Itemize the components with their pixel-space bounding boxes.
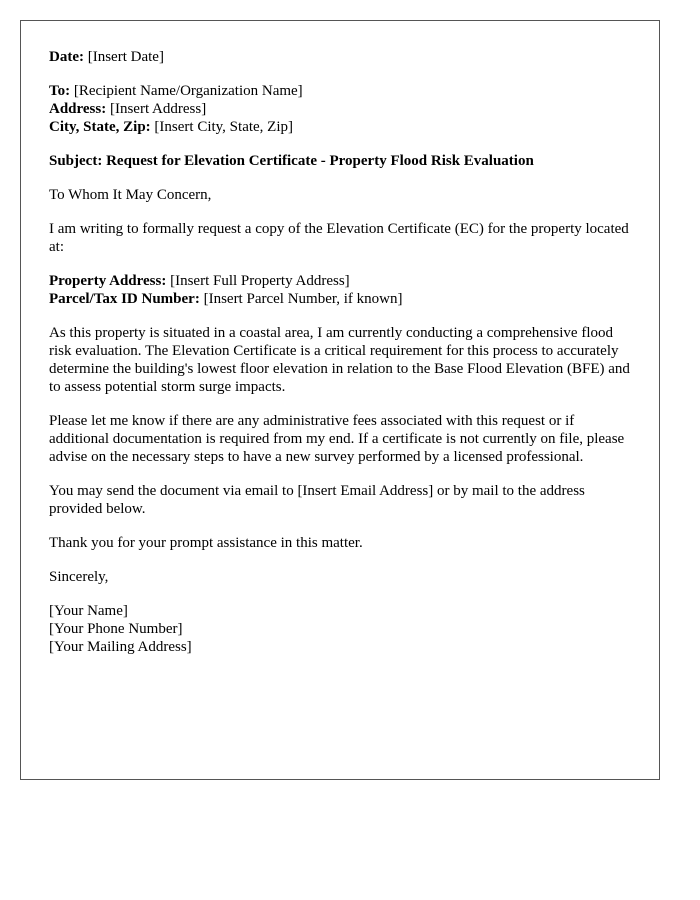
paragraph-thanks: Thank you for your prompt assistance in this matter. bbox=[49, 535, 363, 551]
parcel-value: [Insert Parcel Number, if known] bbox=[203, 291, 403, 307]
letter-body bbox=[49, 48, 634, 672]
recipient-block bbox=[49, 82, 634, 136]
property-address-value: [Insert Full Property Address] bbox=[170, 273, 350, 289]
subject-line: Subject: Request for Elevation Certificate - Property Flood Risk Evaluation bbox=[49, 153, 534, 169]
signature-phone: [Your Phone Number] bbox=[49, 621, 183, 637]
property-address-line bbox=[49, 272, 634, 290]
date-line bbox=[49, 48, 634, 66]
to-label: To: bbox=[49, 83, 71, 99]
date-value: [Insert Date] bbox=[87, 49, 164, 65]
date-block bbox=[49, 48, 634, 66]
city-value: [Insert City, State, Zip] bbox=[154, 119, 294, 135]
salutation: To Whom It May Concern, bbox=[49, 187, 212, 203]
subject-block bbox=[49, 152, 634, 170]
intro-paragraph: I am writing to formally request a copy of the Elevation Certificate (EC) for the property located at: bbox=[49, 221, 629, 255]
signature-mailing-address: [Your Mailing Address] bbox=[49, 639, 192, 655]
paragraph-fees: Please let me know if there are any administrative fees associated with this request or if additional documentation is required from my end. If a certificate is not currently on file, please advise on the necessary steps to have a new survey performed by a licensed professional. bbox=[49, 413, 625, 465]
signature-name: [Your Name] bbox=[49, 603, 128, 619]
parcel-label: Parcel/Tax ID Number: bbox=[49, 291, 200, 307]
property-block bbox=[49, 272, 634, 308]
signature-block bbox=[49, 602, 634, 656]
property-address-label: Property Address: bbox=[49, 273, 167, 289]
to-value: [Recipient Name/Organization Name] bbox=[73, 83, 303, 99]
closing: Sincerely, bbox=[49, 569, 109, 585]
city-label: City, State, Zip: bbox=[49, 119, 151, 135]
address-line bbox=[49, 100, 634, 118]
paragraph-delivery: You may send the document via email to [Insert Email Address] or by mail to the address provided below. bbox=[49, 483, 585, 517]
to-line bbox=[49, 82, 634, 100]
parcel-line bbox=[49, 290, 634, 308]
city-line bbox=[49, 118, 634, 136]
date-label: Date: bbox=[49, 49, 84, 65]
address-value: [Insert Address] bbox=[109, 101, 207, 117]
address-label: Address: bbox=[49, 101, 107, 117]
paragraph-flood-evaluation: As this property is situated in a coastal area, I am currently conducting a comprehensive flood risk evaluation. The Elevation Certificate is a critical requirement for this process to accurately determine the building's lowest floor elevation in relation to the Base Flood Elevation (BFE) and to assess potential storm surge impacts. bbox=[49, 325, 630, 395]
